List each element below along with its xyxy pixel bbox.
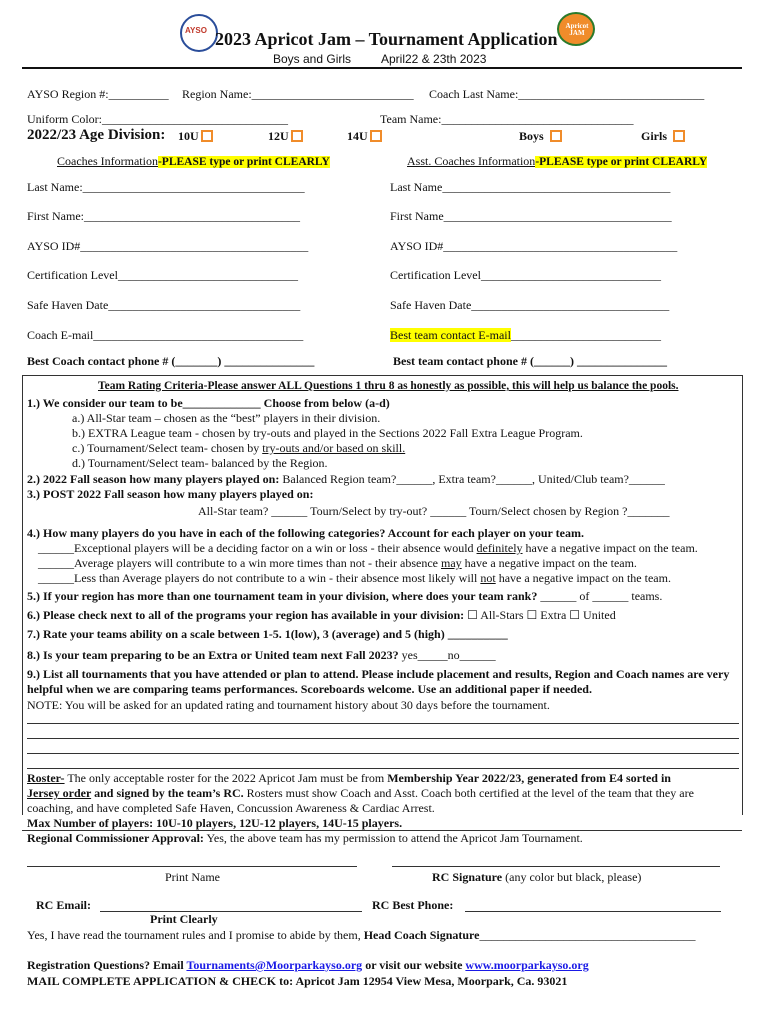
gender-boys-checkbox[interactable] [550,130,562,142]
q7[interactable]: 7.) Rate your teams ability on a scale between 1-5. 1(low), 3 (average) and 5 (high) __________ [27,627,508,641]
asst-team-email-line: _________________________ [510,328,661,342]
q4-below-average[interactable] [38,571,671,586]
division-14u-label: 14U [347,129,368,143]
rc-approval [27,831,583,846]
rc-signature-line[interactable] [392,866,720,867]
q6-options: ☐ All-Stars ☐ Extra ☐ United [464,608,616,622]
age-division-label: 2022/23 Age Division: [27,127,166,143]
print-name-label: Print Name [165,870,220,884]
roster-label: Roster- [27,771,65,785]
q8-answers: yes_____no______ [398,648,496,662]
gender-girls[interactable] [641,129,685,144]
asst-coaches-info-title: Asst. Coaches Information [407,154,536,168]
q6-question: 6.) Please check next to all of the programs your region has available in your division: [27,608,465,622]
q3: 3.) POST 2022 Fall season how many players played on: [27,487,314,501]
roster-signed: and signed by the team’s RC. [91,786,244,800]
asst-first-name[interactable]: First Name______________________________________ [390,209,672,223]
rc-approval-label: Regional Commissioner Approval: [27,831,204,845]
q4-below-average-tail: have a negative impact on the team. [495,571,671,585]
roster-text-2: Rosters must show Coach and Asst. Coach both certified at the level of the team that they are [243,786,694,800]
gender-girls-label: Girls [641,129,667,143]
rc-email-line[interactable] [100,911,362,912]
q4-average[interactable] [38,556,637,571]
q1-option-d: d.) Tournament/Select team- balanced by the Region. [72,456,328,470]
division-14u[interactable] [347,129,382,144]
gender-boys[interactable] [519,129,562,144]
q4-average-tail: have a negative impact on the team. [461,556,637,570]
head-coach-signature-line: ____________________________________ [479,928,696,942]
criteria-left-border [22,375,23,815]
q6[interactable] [27,608,616,623]
coach-email[interactable]: Coach E-mail___________________________________ [27,328,304,342]
max-players: Max Number of players: 10U-10 players, 12U-12 players, 14U-15 players. [27,816,403,830]
gender-girls-checkbox[interactable] [673,130,685,142]
criteria-top-border [22,375,742,376]
q1-option-c-underline: try-outs and/or based on skill. [262,441,406,455]
coaches-info-title: Coaches Information [57,154,158,168]
roster-text-1: The only acceptable roster for the 2022 Apricot Jam must be from [64,771,388,785]
print-name-line[interactable] [27,866,357,867]
apricot-jam-logo-text: Apricot JAM [565,22,589,37]
criteria-right-border [742,375,743,815]
gender-boys-label: Boys [519,129,544,143]
asst-team-email-label: Best team contact E-mail [390,328,511,342]
q1-option-c [72,441,405,456]
coach-last-name[interactable]: Last Name:_____________________________________ [27,180,305,194]
header-rule [22,67,742,69]
coach-safe-haven[interactable]: Safe Haven Date________________________________ [27,298,301,312]
asst-team-phone[interactable]: Best team contact phone # (______) _______________ [393,354,667,368]
subtitle-boys-girls: Boys and Girls [273,52,352,66]
head-coach-signature-label: Head Coach Signature [363,928,480,942]
tournament-line-4[interactable] [27,768,739,769]
q2[interactable] [27,472,665,487]
roster-line-1 [27,771,671,786]
q3-answers[interactable]: All-Star team? ______ Tourn/Select by try-out? ______ Tourn/Select chosen by Region ?_______ [198,504,670,518]
rc-signature-title: RC Signature [432,870,503,884]
agreement-text: Yes, I have read the tournament rules and I promise to abide by them, [27,928,364,942]
q4-below-average-text: ______Less than Average players do not contribute to a win - their absence most likely will [38,571,481,585]
roster-line-2 [27,786,694,801]
region-name-field[interactable]: Region Name:___________________________ [182,87,414,101]
q9: 9.) List all tournaments that you have attended or plan to attend. Please include placement and results, Region and Coach names are very helpful when we are comparing teams performances. Scoreboards welcome. Use an additional paper if needed. [27,667,730,696]
asst-last-name[interactable]: Last Name______________________________________ [390,180,671,194]
division-10u[interactable] [178,129,213,144]
q4: 4.) How many players do you have in each of the following categories? Account for each player on your team. [27,526,584,540]
mailing-address: MAIL COMPLETE APPLICATION & CHECK to: Apricot Jam 12954 View Mesa, Moorpark, Ca. 93021 [27,974,568,988]
division-10u-checkbox[interactable] [201,130,213,142]
q1-option-a: a.) All-Star team – chosen as the “best” players in their division. [72,411,381,425]
asst-team-email[interactable] [390,328,661,343]
coaches-info-note: -PLEASE type or print CLEARLY [157,156,330,168]
rc-phone-label: RC Best Phone: [372,898,454,912]
roster-membership: Membership Year 2022/23, generated from E4 sorted in [387,771,671,785]
rc-email-label: RC Email: [36,898,91,912]
uniform-color-field[interactable]: Uniform Color:_______________________________ [27,112,288,126]
q1-option-b: b.) EXTRA League team - chosen by try-outs and played in the Sections 2022 Fall Extra League Program. [72,426,583,440]
q4-below-average-underline: not [480,571,496,585]
q4-average-underline: may [441,556,462,570]
coach-first-name[interactable]: First Name:____________________________________ [27,209,300,223]
division-10u-label: 10U [178,129,199,143]
roster-jersey: Jersey order [27,786,92,800]
head-coach-agreement[interactable] [27,928,696,943]
rc-approval-text: Yes, the above team has my permission to attend the Apricot Jam Tournament. [203,831,583,845]
coach-phone[interactable]: Best Coach contact phone # (_______) _______________ [27,354,315,368]
division-14u-checkbox[interactable] [370,130,382,142]
coaches-info-heading [57,154,330,169]
ayso-logo [180,14,218,52]
tournament-line-1[interactable] [27,723,739,724]
coach-ayso-id[interactable]: AYSO ID#______________________________________ [27,239,309,253]
apricot-jam-logo [557,12,595,46]
division-12u[interactable] [268,129,303,144]
asst-safe-haven[interactable]: Safe Haven Date_________________________________ [390,298,670,312]
tournament-line-2[interactable] [27,738,739,739]
asst-certification[interactable]: Certification Level______________________________ [390,268,661,282]
q9-note: NOTE: You will be asked for an updated rating and tournament history about 30 days before the tournament. [27,698,550,712]
team-name-field[interactable]: Team Name:________________________________ [380,112,634,126]
ayso-logo-text: AYSO [185,26,207,35]
tournament-line-3[interactable] [27,753,739,754]
print-clearly-label: Print Clearly [150,912,218,926]
registration-label: Registration Questions? Email [27,958,187,972]
q5[interactable] [27,589,662,604]
roster-line-3: coaching, and have completed Safe Haven, Concussion Awareness & Cardiac Arrest. [27,801,435,815]
asst-coaches-info-heading [407,154,707,169]
asst-ayso-id[interactable]: AYSO ID#_______________________________________ [390,239,678,253]
asst-coaches-info-note: -PLEASE type or print CLEARLY [535,156,708,168]
q4-exceptional[interactable] [38,541,698,556]
q5-answers: ______ of ______ teams. [537,589,663,603]
q8[interactable] [27,648,496,663]
coach-certification[interactable]: Certification Level______________________________ [27,268,298,282]
q4-exceptional-text: ______Exceptional players will be a deciding factor on a win or loss - their absence would [38,541,477,555]
q4-exceptional-underline: definitely [476,541,523,555]
q4-average-text: ______Average players will contribute to a win more times than not - their absence [38,556,441,570]
division-12u-label: 12U [268,129,289,143]
registration-questions [27,958,589,973]
registration-mid: or visit our website [362,958,466,972]
q1-option-c-text: c.) Tournament/Select team- chosen by [72,441,263,455]
coach-last-name-field[interactable]: Coach Last Name:_______________________________ [429,87,705,101]
q1: 1.) We consider our team to be_____________ Choose from below (a-d) [27,396,390,410]
q2-question: 2.) 2022 Fall season how many players played on: [27,472,280,486]
website-link[interactable]: www.moorparkayso.org [465,958,589,972]
contact-email-link[interactable]: Tournaments@Moorparkayso.org [186,958,363,972]
q2-answers: Balanced Region team?______, Extra team?______, United/Club team?______ [279,472,665,486]
subtitle-dates: April22 & 23th 2023 [381,52,487,66]
rc-signature-note: (any color but black, please) [502,870,642,884]
rc-phone-line[interactable] [465,911,721,912]
q4-exceptional-tail: have a negative impact on the team. [522,541,698,555]
region-number-field[interactable]: AYSO Region #:__________ [27,87,169,101]
criteria-heading: Team Rating Criteria-Please answer ALL Questions 1 thru 8 as honestly as possible, this will help us balance the pools. [98,380,679,392]
rc-signature-label [432,870,641,885]
division-12u-checkbox[interactable] [291,130,303,142]
q8-question: 8.) Is your team preparing to be an Extra or United team next Fall 2023? [27,648,399,662]
q5-question: 5.) If your region has more than one tournament team in your division, where does your team rank? [27,589,538,603]
page-title: 2023 Apricot Jam – Tournament Application [215,29,558,49]
